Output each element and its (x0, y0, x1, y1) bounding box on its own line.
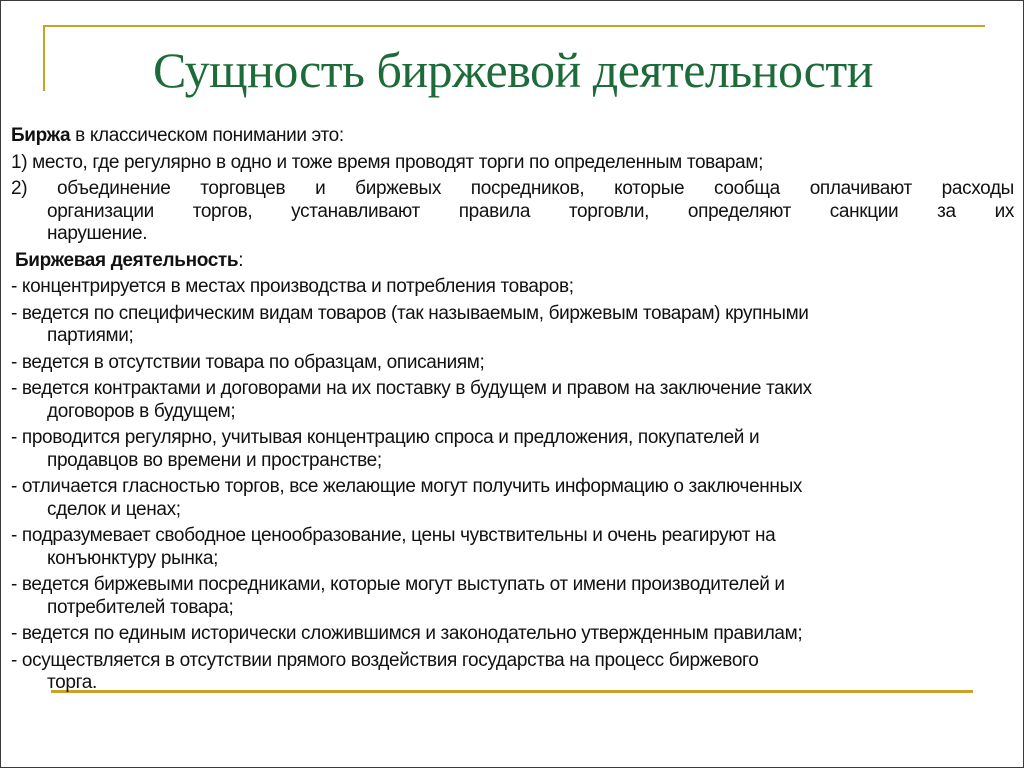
intro-term: Биржа (11, 125, 71, 146)
slide-title: Сущность биржевой деятельности (153, 42, 873, 98)
list-item-line: - ведется по специфическим видам товаров (так называемым, биржевым товарам) крупными (11, 302, 809, 324)
list-item (11, 152, 1014, 175)
intro (11, 125, 1014, 148)
list-item-line: - проводится регулярно, учитывая концентрацию спроса и предложения, покупателей и (11, 427, 760, 448)
list-item (11, 525, 1014, 570)
list-item (11, 476, 1014, 521)
list-item-line: торга. (47, 672, 97, 693)
list-item-line: организации торгов, устанавливают правила торговли, определяют санкции за их (47, 200, 1014, 222)
intro-text: в классическом понимании это: (70, 125, 344, 146)
list-item-line: - ведется биржевыми посредниками, которые могут выступать от имени производителей и (11, 574, 785, 595)
list-item (11, 427, 1014, 472)
list-item-line: 2) объединение торговцев и биржевых посредников, которые сообща оплачивают расходы (11, 178, 1014, 199)
list-item-line: потребителей товара; (47, 596, 234, 618)
slide-body (11, 121, 1014, 695)
list-item (11, 650, 1014, 695)
list-item (11, 276, 1014, 299)
activity-term: Биржевая деятельность (15, 249, 239, 271)
list-item-line: продавцов во времени и пространстве; (47, 449, 382, 471)
list-item (11, 623, 1014, 646)
list-item (11, 378, 1014, 423)
activity-list (11, 276, 1014, 695)
list-item-line: договоров в будущем; (47, 400, 236, 422)
list-item (11, 352, 1014, 375)
list-item-line: - ведется контрактами и договорами на их поставку в будущем и правом на заключение таких (11, 378, 812, 399)
list-item (11, 574, 1014, 619)
definitions-list (11, 152, 1014, 246)
list-item-line: - ведется в отсутствии товара по образцам, описаниям; (11, 351, 485, 373)
list-item (11, 178, 1014, 246)
list-item (11, 303, 1014, 348)
activity-heading (11, 250, 1014, 273)
list-item-line: конъюнктуру рынка; (47, 547, 219, 569)
list-item-line: партиями; (47, 325, 134, 346)
list-item-line: - подразумевает свободное ценообразование, цены чувствительны и очень реагируют на (11, 525, 776, 546)
accent-line-top (43, 25, 985, 27)
list-item-line: - ведется по единым исторически сложившимся и законодательно утвержденным правилам; (11, 623, 803, 644)
list-item-line: - осуществляется в отсутствии прямого воздействия государства на процесс биржевого (11, 649, 759, 671)
list-item-line: - отличается гласностью торгов, все желающие могут получить информацию о заключенных (11, 476, 803, 497)
list-item-line: 1) место, где регулярно в одно и тоже время проводят торги по определенным товарам; (11, 151, 763, 173)
list-item-line: - концентрируется в местах производства и потребления товаров; (11, 276, 574, 297)
activity-heading-suffix: : (238, 249, 244, 271)
list-item-line: нарушение. (47, 223, 148, 244)
list-item-line: сделок и ценах; (47, 498, 181, 520)
